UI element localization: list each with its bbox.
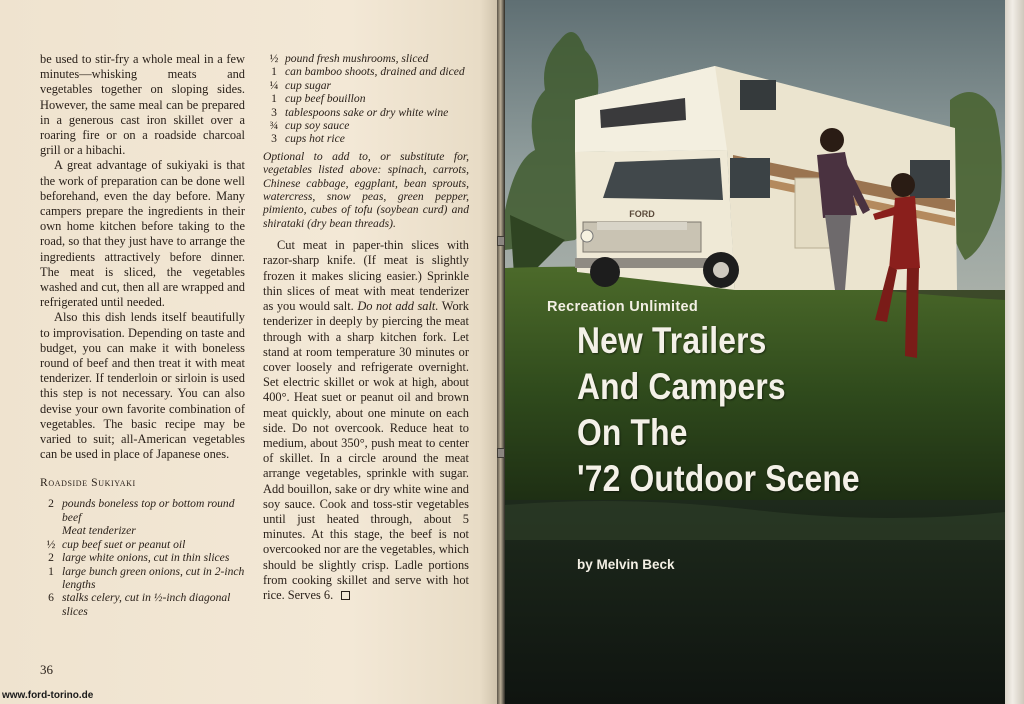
ingredient-qty: ¼: [269, 78, 279, 92]
end-mark-icon: [341, 591, 350, 600]
ingredient-list: [263, 52, 469, 146]
ingredient-item: [263, 92, 469, 105]
ingredient-item: [40, 551, 245, 564]
ingredient-qty: ¾: [269, 119, 279, 133]
ingredient-qty: 6: [48, 591, 54, 605]
ingredient-text: cups hot rice: [285, 132, 345, 146]
ingredient-text: stalks celery, cut in ½-inch diagonal slices: [62, 591, 231, 618]
ingredient-item: [263, 106, 469, 119]
ingredient-qty: 2: [48, 551, 54, 565]
ingredient-qty: ½: [269, 52, 279, 65]
ingredient-item: [263, 119, 469, 132]
ingredient-item: [40, 497, 245, 524]
method-text: Work tenderizer in deeply by piercing the meat through with a sharp kitchen fork. Let stand at room temperature 30 minutes or cover loosely and refrigerate overnight. Set electric skillet or wok at high, about 400°. Heat suet or peanut oil and brown meat quickly, about one minute on each side. Do not overcook. Reduce heat to medium, about 350°, push meat to center of skillet. In a circle around the meat arrange vegetables, sprinkle with sugar. Add bouillon, sake or dry white wine and soy sauce. Cook and toss-stir vegetables until just heated through, about 5 minutes. At this stage, the beef is not overcooked nor are the vegetables, which should be slightly crisp. Ladle portions from cooking skillet and serve with hot rice. Serves 6.: [263, 299, 469, 602]
ingredient-qty: 3: [271, 105, 277, 119]
recipe-title: Roadside Sukiyaki: [40, 476, 136, 490]
ingredient-text: large white onions, cut in thin slices: [62, 551, 230, 565]
ingredient-item: [263, 65, 469, 78]
ingredient-qty: 1: [271, 92, 277, 106]
left-page: [0, 0, 500, 704]
ingredient-text: can bamboo shoots, drained and diced: [285, 65, 465, 79]
ingredient-qty: 1: [271, 65, 277, 79]
ingredient-text: cup beef bouillon: [285, 92, 366, 106]
article-headline: [577, 318, 860, 502]
camper-badge: FORD: [629, 209, 655, 219]
optional-note: Optional to add to, or substitute for, vegetables listed above: spinach, carrots, Chinese cabbage, eggplant, bean sprouts, watercress, snow peas, green pepper, pimiento, cubes of tofu (soybean curd) and shirataki (dry bean threads).: [263, 149, 469, 230]
ingredient-text: large bunch green onions, cut in 2-inch lengths: [62, 564, 245, 591]
headline-line: On The: [577, 412, 688, 453]
ingredient-item: [263, 132, 469, 145]
ingredient-text: tablespoons sake or dry white wine: [285, 105, 449, 119]
paragraph: Also this dish lends itself beautifully to improvisation. Depending on taste and budget, you can make it with boneless round of beef and then treat it with meat tenderizer. If tenderloin or sirloin is used this step is not necessary. You can also devise your own favorite combination of vegetables. The basic recipe may be varied to suit; all-American vegetables can be used in place of Japanese ones.: [40, 310, 245, 462]
staple-icon: [497, 448, 505, 458]
right-page: [505, 0, 1005, 704]
paragraph: A great advantage of sukiyaki is that the work of preparation can be done well beforehand, even the day before. Many campers prepare the ingredients in their own home kitchen before taking to the road, so that they just have to arrange the ingredients attractively before dinner. The meat is sliced, the vegetables washed and cut, then all are wrapped and refrigerated until needed.: [40, 158, 245, 310]
site-watermark: www.ford-torino.de: [2, 690, 94, 701]
ingredient-item: [40, 565, 245, 592]
paragraph: be used to stir-fry a whole meal in a few minutes—whisking meats and vegetables together on sloping sides. However, the same meal can be prepared in a generous cast iron skillet over a roaring fire or on a roadside charcoal grill or a hibachi.: [40, 52, 245, 158]
ingredient-text: cup sugar: [285, 78, 332, 92]
headline-line: '72 Outdoor Scene: [577, 458, 860, 499]
article-kicker: Recreation Unlimited: [547, 299, 699, 315]
text-column-1: [40, 52, 245, 618]
page-edge: [1005, 0, 1024, 704]
method-text: Cut meat in paper-thin slices with razor-sharp knife. (If meat is slightly frozen it makes slicing easier.) Sprinkle thin slices of meat with meat tenderizer as you would salt.: [263, 238, 469, 314]
ingredient-qty: 3: [271, 132, 277, 146]
ingredient-text: pound fresh mushrooms, sliced: [285, 52, 429, 65]
ingredient-text: cup beef suet or peanut oil: [62, 537, 186, 551]
ingredient-item: [40, 524, 245, 537]
ingredient-qty: ½: [46, 537, 56, 551]
method-paragraph: [263, 238, 469, 603]
headline-line: And Campers: [577, 366, 786, 407]
page-gutter: [497, 0, 505, 704]
headline-line: New Trailers: [577, 320, 767, 361]
page-number: 36: [40, 662, 53, 677]
ingredient-item: [263, 79, 469, 92]
ingredient-text: Meat tenderizer: [62, 524, 136, 538]
ingredient-qty: [40, 524, 62, 537]
text-column-2: [263, 52, 469, 603]
ingredient-text: pounds boneless top or bottom round beef: [62, 497, 235, 524]
article-byline: by Melvin Beck: [577, 557, 675, 572]
ingredient-text: cup soy sauce: [285, 119, 350, 133]
method-emphasis: Do not add salt.: [357, 299, 439, 314]
ingredient-item: [263, 52, 469, 65]
ingredient-list: [40, 497, 245, 618]
ingredient-qty: 2: [48, 497, 54, 511]
ingredient-item: [40, 591, 245, 618]
ingredient-qty: 1: [48, 564, 54, 578]
staple-icon: [497, 236, 505, 246]
ingredient-item: [40, 538, 245, 551]
